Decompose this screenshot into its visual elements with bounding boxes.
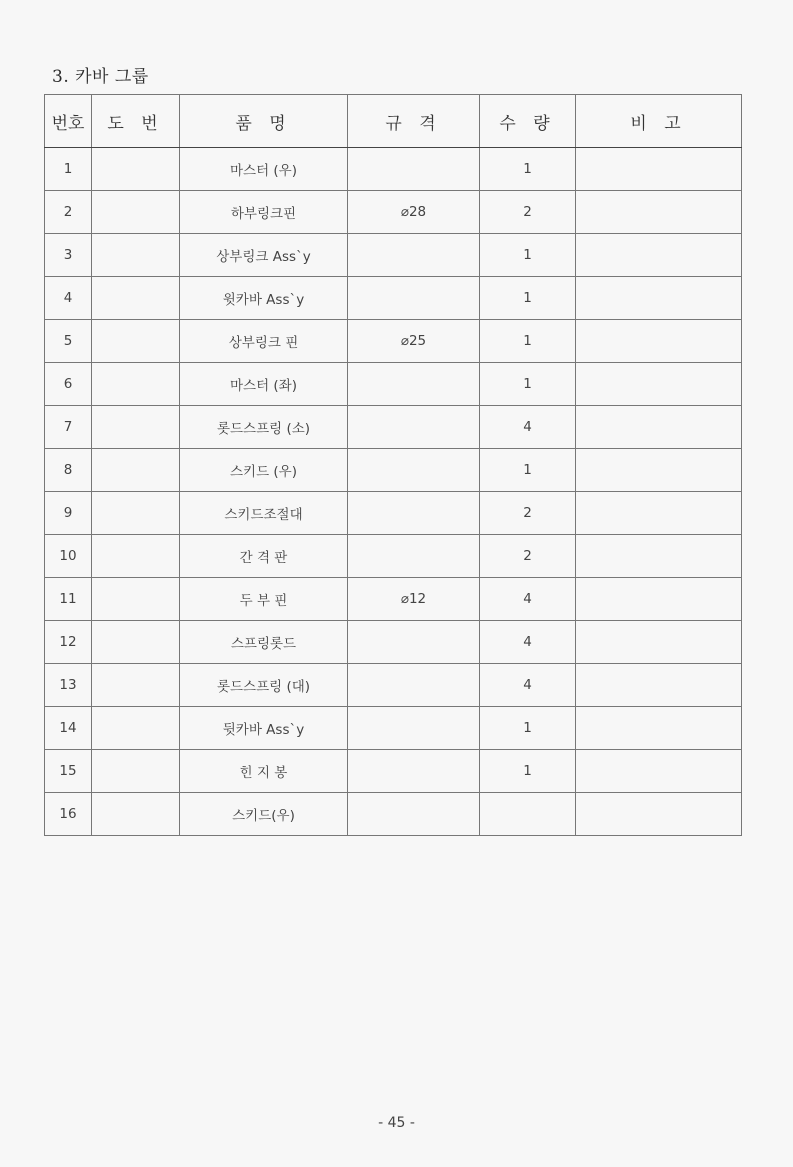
table-row <box>45 664 742 707</box>
table-row <box>45 492 742 535</box>
cell-quantity: 1 <box>480 277 576 320</box>
cell-drawing-number <box>92 148 180 191</box>
cell-part-name: 두 부 핀 <box>180 578 348 621</box>
cell-part-name: 힌 지 봉 <box>180 750 348 793</box>
cell-drawing-number <box>92 191 180 234</box>
cell-remark <box>576 363 742 406</box>
table-row <box>45 750 742 793</box>
cell-drawing-number <box>92 277 180 320</box>
cell-spec <box>348 621 480 664</box>
header-quantity: 수 량 <box>480 95 576 148</box>
cell-no: 2 <box>45 191 92 234</box>
table-row <box>45 277 742 320</box>
cell-drawing-number <box>92 535 180 578</box>
header-drawing-number: 도 번 <box>92 95 180 148</box>
cell-no: 3 <box>45 234 92 277</box>
cell-quantity: 2 <box>480 191 576 234</box>
cell-part-name: 상부링크 핀 <box>180 320 348 363</box>
cell-no: 15 <box>45 750 92 793</box>
cell-quantity: 1 <box>480 707 576 750</box>
cell-drawing-number <box>92 578 180 621</box>
cell-remark <box>576 621 742 664</box>
table-row <box>45 363 742 406</box>
cell-spec <box>348 363 480 406</box>
table-row <box>45 234 742 277</box>
cell-spec <box>348 406 480 449</box>
cell-no: 8 <box>45 449 92 492</box>
cell-drawing-number <box>92 621 180 664</box>
table-row <box>45 148 742 191</box>
cell-remark <box>576 707 742 750</box>
table-row <box>45 320 742 363</box>
table-row <box>45 535 742 578</box>
cell-spec: ⌀25 <box>348 320 480 363</box>
cell-part-name: 롯드스프링 (소) <box>180 406 348 449</box>
cell-drawing-number <box>92 707 180 750</box>
cell-no: 6 <box>45 363 92 406</box>
cell-no: 12 <box>45 621 92 664</box>
header-no: 번호 <box>45 95 92 148</box>
cell-part-name: 간 격 판 <box>180 535 348 578</box>
cell-remark <box>576 191 742 234</box>
cell-no: 1 <box>45 148 92 191</box>
header-part-name: 품 명 <box>180 95 348 148</box>
cell-part-name: 뒷카바 Ass`y <box>180 707 348 750</box>
header-remark: 비 고 <box>576 95 742 148</box>
cell-drawing-number <box>92 406 180 449</box>
cell-drawing-number <box>92 750 180 793</box>
cell-no: 16 <box>45 793 92 836</box>
cell-part-name: 스키드(우) <box>180 793 348 836</box>
page-number: - 45 - <box>378 1115 415 1131</box>
cell-part-name: 마스터 (우) <box>180 148 348 191</box>
cell-spec <box>348 234 480 277</box>
cell-quantity: 1 <box>480 234 576 277</box>
cell-remark <box>576 793 742 836</box>
cell-drawing-number <box>92 492 180 535</box>
section-title: 3. 카바 그룹 <box>52 67 149 87</box>
cell-drawing-number <box>92 664 180 707</box>
cell-no: 4 <box>45 277 92 320</box>
cell-quantity: 1 <box>480 320 576 363</box>
table-row <box>45 578 742 621</box>
cell-part-name: 스키드조절대 <box>180 492 348 535</box>
cell-remark <box>576 148 742 191</box>
table-row <box>45 191 742 234</box>
cell-remark <box>576 750 742 793</box>
table-row <box>45 406 742 449</box>
cell-spec <box>348 793 480 836</box>
cell-part-name: 스키드 (우) <box>180 449 348 492</box>
cell-spec <box>348 750 480 793</box>
table-row <box>45 449 742 492</box>
cell-spec <box>348 277 480 320</box>
cell-quantity: 1 <box>480 449 576 492</box>
cell-spec <box>348 148 480 191</box>
cell-no: 13 <box>45 664 92 707</box>
cell-remark <box>576 535 742 578</box>
cell-no: 7 <box>45 406 92 449</box>
cell-part-name: 하부링크핀 <box>180 191 348 234</box>
cell-remark <box>576 492 742 535</box>
table-row <box>45 707 742 750</box>
cell-quantity: 1 <box>480 363 576 406</box>
cell-no: 11 <box>45 578 92 621</box>
header-spec: 규 격 <box>348 95 480 148</box>
cell-no: 9 <box>45 492 92 535</box>
cell-part-name: 스프링롯드 <box>180 621 348 664</box>
cell-part-name: 마스터 (좌) <box>180 363 348 406</box>
cell-drawing-number <box>92 793 180 836</box>
cell-drawing-number <box>92 234 180 277</box>
table-row <box>45 793 742 836</box>
parts-table-body <box>45 148 742 836</box>
cell-spec <box>348 535 480 578</box>
cell-part-name: 상부링크 Ass`y <box>180 234 348 277</box>
cell-drawing-number <box>92 363 180 406</box>
cell-quantity: 4 <box>480 578 576 621</box>
cell-drawing-number <box>92 320 180 363</box>
cell-quantity: 2 <box>480 535 576 578</box>
cell-quantity: 4 <box>480 664 576 707</box>
table-row <box>45 621 742 664</box>
cell-spec <box>348 449 480 492</box>
cell-spec <box>348 664 480 707</box>
cell-quantity: 1 <box>480 750 576 793</box>
cell-part-name: 윗카바 Ass`y <box>180 277 348 320</box>
parts-table <box>44 94 742 836</box>
cell-spec <box>348 492 480 535</box>
cell-drawing-number <box>92 449 180 492</box>
cell-quantity: 2 <box>480 492 576 535</box>
cell-remark <box>576 234 742 277</box>
cell-spec <box>348 707 480 750</box>
cell-no: 14 <box>45 707 92 750</box>
cell-spec: ⌀12 <box>348 578 480 621</box>
cell-quantity: 4 <box>480 406 576 449</box>
cell-remark <box>576 277 742 320</box>
cell-remark <box>576 449 742 492</box>
cell-quantity: 4 <box>480 621 576 664</box>
cell-no: 5 <box>45 320 92 363</box>
cell-remark <box>576 578 742 621</box>
cell-part-name: 롯드스프링 (대) <box>180 664 348 707</box>
cell-remark <box>576 406 742 449</box>
table-header-row <box>45 95 742 148</box>
cell-spec: ⌀28 <box>348 191 480 234</box>
cell-remark <box>576 664 742 707</box>
cell-quantity: 1 <box>480 148 576 191</box>
cell-quantity <box>480 793 576 836</box>
cell-no: 10 <box>45 535 92 578</box>
cell-remark <box>576 320 742 363</box>
